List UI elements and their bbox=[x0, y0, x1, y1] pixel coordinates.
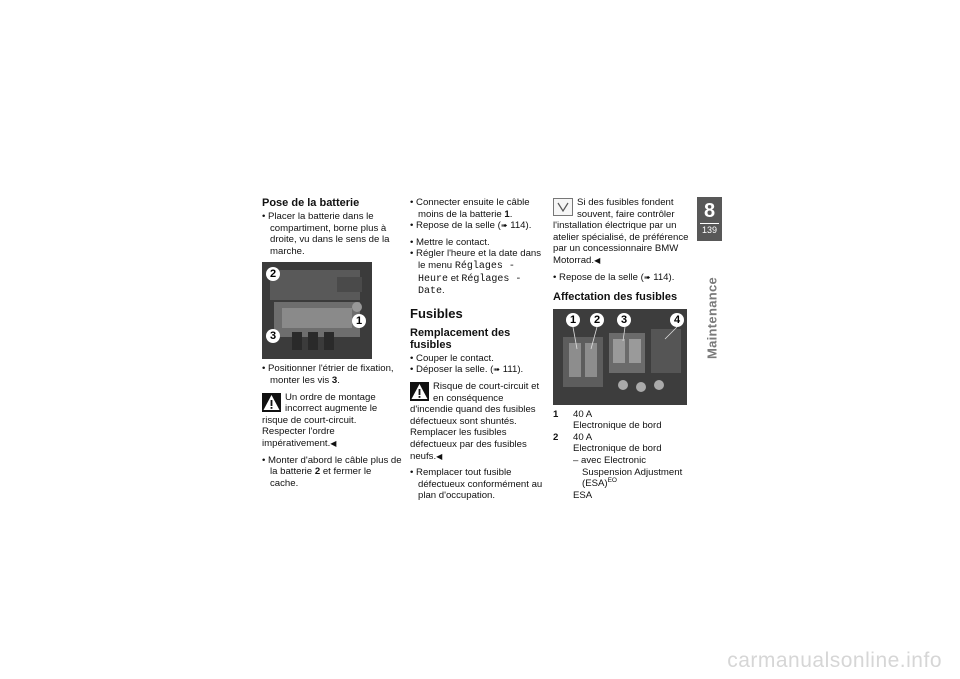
warning-triangle-icon bbox=[262, 393, 281, 412]
chapter-title: Maintenance bbox=[704, 276, 720, 360]
watermark: carmanualsonline.info bbox=[727, 649, 942, 672]
warning-instruction bbox=[410, 427, 544, 462]
legend-num: 2 bbox=[553, 431, 559, 443]
menu-settings-time: Réglages - Heure bbox=[418, 260, 515, 285]
warning-text: Risque de court-circuit et en conséquence d'incendie quand des fusibles défectueux sont shuntés. bbox=[410, 380, 540, 427]
photo-callout-2: 2 bbox=[266, 267, 280, 281]
end-mark-icon: ◀ bbox=[436, 451, 443, 461]
legend-description: Electronique de bord bbox=[573, 420, 662, 432]
step-refit-seat-text: Repose de la selle ( bbox=[416, 220, 501, 232]
end-mark-icon: ◀ bbox=[330, 438, 337, 448]
step-remove-seat-text: Déposer la selle. ( bbox=[416, 364, 494, 376]
step-place-battery: • Placer la batterie dans le compartiment, borne plus à droite, vu dans le sens de la marche. bbox=[262, 211, 402, 257]
ref-cable-2: 2 bbox=[314, 466, 321, 478]
page-ref-111[interactable]: 111 bbox=[502, 364, 518, 376]
legend-amperage: 40 A bbox=[573, 431, 593, 443]
legend-extra: ESA bbox=[573, 489, 593, 501]
step-ignition-on: • Mettre le contact. bbox=[410, 237, 544, 249]
section-title-replace-fuses: Remplacement des fusibles bbox=[410, 326, 511, 352]
warning-instruction-text: Respecter l'ordre impérativement. bbox=[262, 426, 335, 449]
legend-body bbox=[573, 409, 691, 432]
note-fuses-blow bbox=[553, 197, 691, 267]
column-2 bbox=[410, 197, 544, 502]
ref-screw-3: 3 bbox=[331, 374, 338, 386]
warning-triangle-icon bbox=[410, 382, 429, 401]
legend-row-2 bbox=[553, 432, 691, 490]
step-refit-seat: • Repose de la selle (➠ 114). bbox=[553, 272, 691, 284]
page-ref-114[interactable]: 114 bbox=[653, 271, 669, 283]
legend-sub-item bbox=[573, 455, 691, 490]
step-mount-plus-cable-text: Monter d'abord le câble plus de la batterie bbox=[268, 454, 402, 478]
legend-row-extra bbox=[553, 490, 691, 502]
chapter-number: 8 bbox=[703, 200, 716, 222]
step-position-bracket: • Positionner l'étrier de fixation, monter les vis 3. bbox=[262, 363, 402, 386]
fuse-callout-2: 2 bbox=[590, 313, 604, 327]
step-refit-seat-text: Repose de la selle ( bbox=[559, 271, 644, 283]
menu-settings-date: Réglages - Date bbox=[418, 273, 522, 298]
warning-text: Un ordre de montage incorrect augmente le risque de court-circuit. bbox=[262, 391, 378, 426]
fuse-legend bbox=[553, 409, 691, 502]
section-title-battery-install: Pose de la batterie bbox=[262, 197, 360, 209]
page-number: 139 bbox=[701, 225, 718, 235]
legend-body bbox=[573, 432, 691, 490]
step-refit-seat: • Repose de la selle (➠ 114). bbox=[410, 220, 544, 232]
legend-sup: EO bbox=[607, 477, 617, 485]
column-1 bbox=[262, 197, 402, 489]
page-ref-arrow-icon: ➠ bbox=[500, 221, 508, 231]
warning-instruction-text: Remplacer les fusibles défectueux par des fusibles neufs. bbox=[410, 427, 527, 462]
section-title-fuse-assignment: Affectation des fusibles bbox=[553, 291, 678, 304]
step-set-time-date: • Régler l'heure et la date dans le menu Réglages - Heure et Réglages - Date. bbox=[410, 248, 544, 297]
step-mount-plus-cable-post: et fermer le cache. bbox=[270, 466, 372, 489]
step-set-time-date-text: Régler l'heure et la date dans le menu bbox=[416, 248, 542, 271]
note-text bbox=[553, 197, 691, 267]
step-replace-fuse: • Remplacer tout fusible défectueux conformément au plan d'occupation. bbox=[410, 467, 544, 502]
warning-instruction bbox=[262, 426, 402, 449]
section-title-fuses: Fusibles bbox=[410, 305, 463, 321]
page-ref-arrow-icon: ➠ bbox=[493, 365, 501, 375]
column-3 bbox=[553, 197, 691, 501]
step-position-bracket-text: Positionner l'étrier de fixation, monter les vis bbox=[268, 363, 394, 386]
fuse-box-photo bbox=[553, 309, 687, 405]
note-text-content: Si des fusibles fondent souvent, faire contrôler l'installation électrique par un atelier spécialisé, de préférence par un concessionnaire BMW Motorrad. bbox=[553, 197, 689, 266]
page-ref-114[interactable]: 114 bbox=[510, 220, 526, 232]
legend-description: Electronique de bord bbox=[573, 443, 662, 455]
step-connect-minus-cable: • Connecter ensuite le câble moins de la batterie 1. bbox=[410, 197, 544, 220]
fuse-callout-1: 1 bbox=[566, 313, 580, 327]
note-check-icon bbox=[553, 198, 573, 216]
chapter-tab bbox=[697, 197, 722, 241]
photo-callout-1: 1 bbox=[352, 314, 366, 328]
step-mount-plus-cable bbox=[262, 455, 402, 490]
step-connect-minus-cable-text: Connecter ensuite le câble moins de la batterie bbox=[416, 197, 530, 220]
warning-fire-risk bbox=[410, 381, 544, 462]
end-mark-icon: ◀ bbox=[594, 255, 601, 265]
legend-amperage: 40 A bbox=[573, 408, 593, 420]
step-set-time-date-and: et bbox=[450, 272, 459, 284]
ref-cable-1: 1 bbox=[504, 208, 510, 220]
fuse-callout-3: 3 bbox=[617, 313, 631, 327]
page-ref-arrow-icon: ➠ bbox=[643, 272, 651, 282]
step-ignition-off: • Couper le contact. bbox=[410, 353, 544, 365]
legend-num: 1 bbox=[553, 408, 559, 420]
legend-num-empty bbox=[553, 490, 573, 502]
photo-callout-3: 3 bbox=[266, 329, 280, 343]
warning-short-circuit bbox=[262, 392, 402, 450]
battery-photo bbox=[262, 262, 372, 359]
legend-row-1 bbox=[553, 409, 691, 432]
fuse-callout-4: 4 bbox=[670, 313, 684, 327]
legend-sub-text: avec Electronic Suspension Adjustment (ESA) bbox=[581, 455, 683, 490]
step-remove-seat: • Déposer la selle. (➠ 111). bbox=[410, 364, 544, 376]
